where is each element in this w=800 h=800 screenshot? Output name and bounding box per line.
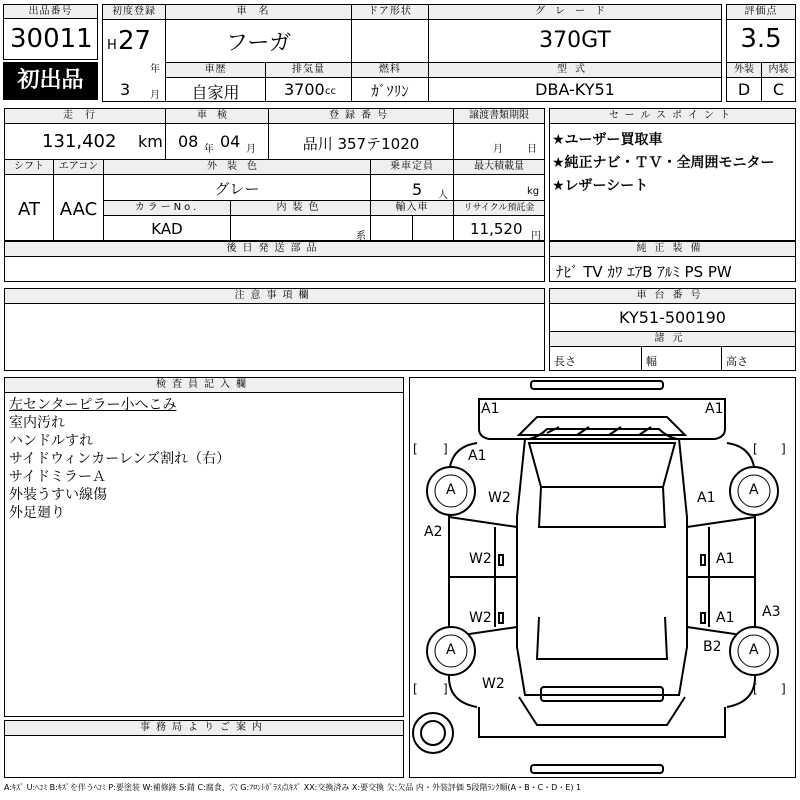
model-value: DBA-KY51 [535,80,615,99]
color-label: 外装色 [104,160,370,174]
mark-tire-rear-left: A [446,642,456,658]
legend-footer: A:ｷｽﾞ U:ﾍｺﾐ B:ｷｽﾞを伴うﾍｺﾐ P:要塗装 W:補修跡 S:錆 C:腐食、穴 G:ﾌﾛﾝﾄｶﾞﾗｽ点ｷｽﾞ XX:交換済み X:要交換 欠:欠品 内・外装評価 5段階ﾗﾝｸ順(A・B・C・D・E) 1 [4,783,582,792]
door-label: ドア形状 [352,5,428,19]
sales-point-2: ★純正ナビ・ＴＶ・全周囲モニター [552,155,775,171]
recycle-label: リサイクル預託金 [454,201,544,215]
inspector-label: 検査員記入欄 [5,378,403,392]
svg-text:]: ] [781,682,786,696]
mark-a1-door-rear-right: A1 [716,610,735,626]
sales-point-3: ★レザーシート [552,178,649,194]
inspector-line-3: ハンドルすれ [9,433,93,449]
mark-w2-fender-left: W2 [488,490,511,506]
recycle-value: 11,520 [470,220,523,238]
mark-b2-rear-right: B2 [703,639,722,655]
equipment-label: 純正装備 [550,242,795,256]
mark-tire-front-right: A [749,482,759,498]
transfer-day-unit: 日 [527,144,537,155]
color-no-label: カラーNo. [104,201,230,215]
first-reg-month: 3 [120,80,131,99]
mileage-unit: km [138,132,163,151]
lot-number: 30011 [10,24,93,54]
mark-w2-rear-left: W2 [482,676,505,692]
capacity-unit: 人 [438,190,448,201]
car-name: フーガ [226,31,291,56]
car-diagram [409,377,796,778]
first-reg-year: 27 [118,26,152,56]
mileage-value: 131,402 [42,131,117,152]
dims-label: 諸元 [550,332,795,346]
mark-tire-front-left: A [446,482,456,498]
length-label: 長さ [554,355,576,368]
color-no-value: KAD [151,220,183,238]
caution-label: 注意事項欄 [5,289,544,303]
grade-value: 370GT [539,28,611,53]
plate-value: 品川 357テ1020 [302,135,420,153]
grade-label: グレード [429,5,721,19]
plate-label: 登録番号 [269,109,453,123]
height-label: 高さ [726,355,748,368]
inspector-line-1: 左センターピラー小へこみ [9,397,177,413]
lot-number-label: 出品番号 [4,5,97,19]
score-label: 評価点 [727,5,795,19]
sales-points-label: セールスポイント [550,109,795,123]
mark-a3-right: A3 [762,604,781,620]
mark-a2-left: A2 [424,524,443,540]
aircon-value: AAC [59,199,98,220]
displacement-unit: cc [325,86,336,97]
equipment-value: ﾅﾋﾞ TV ｶﾜ ｴｱB ｱﾙﾐ PS PW [556,263,732,281]
shift-value: AT [18,199,40,220]
color-value: グレー [214,180,260,198]
inspector-line-2: 室内汚れ [9,415,65,431]
inspector-line-7: 外足廻り [9,505,65,521]
import-label: 輸入車 [371,201,453,215]
insp-year-unit: 年 [204,144,214,155]
mark-w2-door-front-left: W2 [469,551,492,567]
sales-point-1: ★ユーザー買取車 [552,132,663,148]
mark-w2-door-rear-left: W2 [469,610,492,626]
mileage-label: 走行 [5,109,165,123]
year-unit: 年 [150,64,160,75]
capacity-label: 乗車定員 [371,160,453,174]
later-parts-label: 後日発送部品 [5,242,544,256]
capacity-value: 5 [412,180,423,199]
displacement-value: 3700 [284,80,325,99]
svg-text:]: ] [443,442,448,456]
fuel-label: 燃料 [352,63,428,77]
load-unit: kg [527,186,540,197]
chassis-label: 車台番号 [550,289,795,303]
chassis-value: KY51-500190 [619,308,726,327]
mark-a1-fender-right: A1 [697,490,716,506]
first-reg-era: H [107,38,117,53]
mark-a1-front-right: A1 [705,401,724,417]
interior-grade: C [772,80,785,99]
exterior-grade: D [737,80,751,99]
svg-text:]: ] [443,682,448,696]
inspection-label: 車検 [166,109,268,123]
month-unit: 月 [150,90,160,101]
transfer-label: 譲渡書類期限 [454,109,544,123]
svg-text:[: [ [413,442,418,456]
insp-month-unit: 月 [246,144,256,155]
history-value: 自家用 [191,83,240,102]
mark-tire-rear-right: A [749,642,759,658]
car-name-label: 車名 [166,5,351,19]
mark-a1-door-front-right: A1 [716,551,735,567]
int-color-unit: 系 [356,231,366,242]
svg-text:[: [ [753,682,758,696]
fuel-value: ｶﾞｿﾘﾝ [371,82,409,100]
svg-text:[: [ [753,442,758,456]
score-value: 3.5 [740,24,782,54]
int-color-label: 内装色 [231,201,370,215]
inspector-line-4: サイドウィンカーレンズ割れ（右） [9,451,231,467]
office-label: 事務局よりご案内 [5,721,403,735]
first-reg-label: 初度登録 [103,5,165,19]
load-label: 最大積載量 [454,160,544,174]
transfer-month-unit: 月 [493,144,503,155]
shift-label: シフト [5,160,53,174]
width-label: 幅 [646,355,657,368]
exterior-label: 外装 [727,63,761,77]
model-label: 型式 [429,63,721,77]
first-listing-badge: 初出品 [3,62,98,100]
mark-a1-front-left: A1 [481,401,500,417]
inspector-line-6: 外装うすい線傷 [9,487,107,503]
history-label: 車歴 [166,63,265,77]
interior-label: 内装 [762,63,795,77]
svg-text:]: ] [781,442,786,456]
aircon-label: エアコン [54,160,103,174]
svg-text:[: [ [413,682,418,696]
insp-month: 04 [220,132,241,151]
insp-year: 08 [178,132,199,151]
inspector-line-5: サイドミラーＡ [9,469,107,485]
recycle-unit: 円 [531,231,541,242]
mark-a1-hood: A1 [468,448,487,464]
displacement-label: 排気量 [266,63,351,77]
